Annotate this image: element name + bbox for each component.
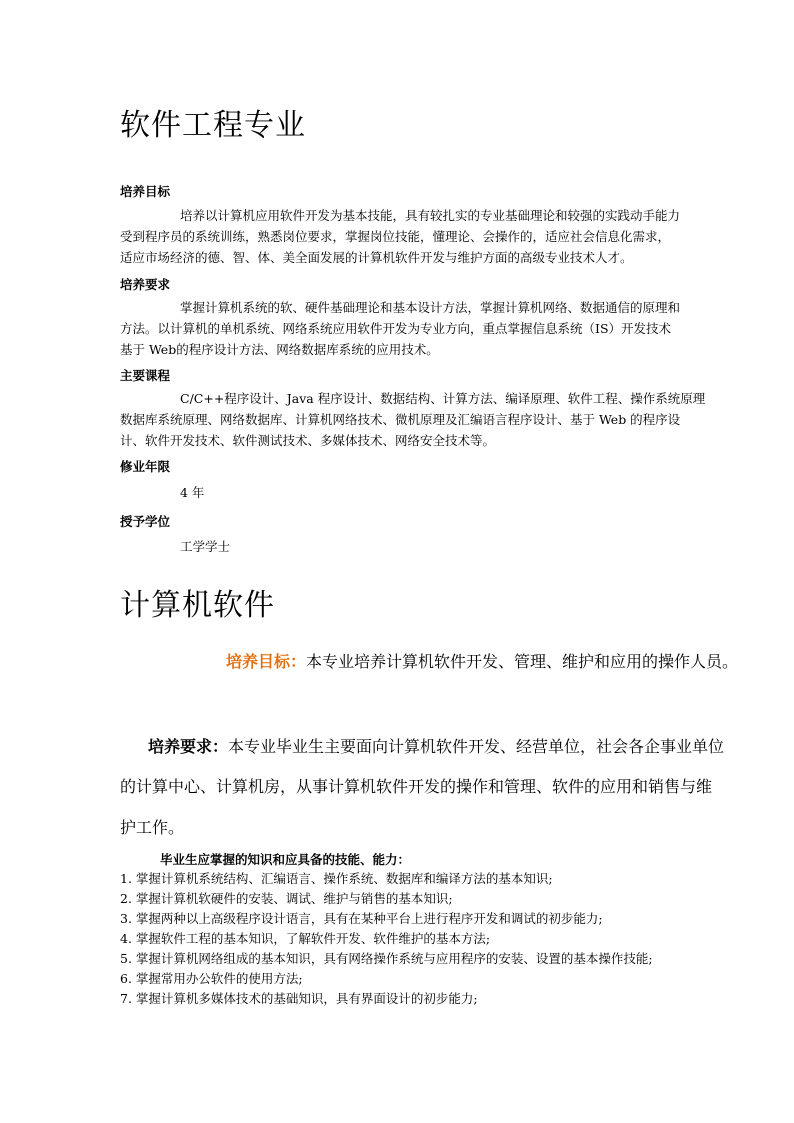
courses-line: C/C++程序设计、Java 程序设计、数据结构、计算方法、编译原理、软件工程、操作系统原理	[180, 391, 706, 406]
section1-duration-value: 4 年	[180, 485, 205, 500]
goal-line: 培养以计算机应用软件开发为基本技能，具有较扎实的专业基础理论和较强的实践动手能力	[180, 208, 681, 223]
section2-req-line3: 护工作。	[120, 818, 185, 837]
section1-courses-label: 主要课程	[120, 368, 171, 383]
section1-req-paragraph	[120, 297, 794, 360]
goal-line: 受到程序员的系统训练，熟悉岗位要求，掌握岗位技能，懂理论、会操作的，适应社会信息化需求，	[120, 229, 671, 244]
section1-title: 软件工程专业	[120, 108, 306, 143]
courses-line: 数据库系统原理、网络数据库、计算机网络技术、微机原理及汇编语言程序设计、基于 Web 的程序设	[120, 412, 681, 427]
req-line: 方法。以计算机的单机系统、网络系统应用软件开发为专业方向，重点掌握信息系统（IS）开发技术	[120, 321, 672, 336]
list-item: 1. 掌握计算机系统结构、汇编语言、操作系统、数据库和编译方法的基本知识;	[120, 871, 553, 886]
list-item: 6. 掌握常用办公软件的使用方法;	[120, 971, 303, 986]
courses-line: 计、软件开发技术、软件测试技术、多媒体技术、网络安全技术等。	[120, 433, 496, 448]
section2-req-text: 本专业毕业生主要面向计算机软件开发、经营单位，社会各企事业单位	[228, 737, 725, 756]
section2-goal-text: 本专业培养计算机软件开发、管理、维护和应用的操作人员。	[306, 652, 739, 671]
section2-goal	[226, 649, 738, 672]
list-item: 5. 掌握计算机网络组成的基本知识，具有网络操作系统与应用程序的安装、设置的基本操作技能;	[120, 951, 653, 966]
section1-courses-paragraph	[120, 388, 794, 451]
section2-req-line1	[148, 734, 724, 757]
section1-goal-label: 培养目标	[120, 184, 171, 199]
section1-degree-value: 工学学士	[180, 539, 231, 554]
section2-title: 计算机软件	[120, 588, 275, 623]
list-item: 4. 掌握软件工程的基本知识，了解软件开发、软件维护的基本方法;	[120, 931, 491, 946]
section2-req-line2: 的计算中心、计算机房，从事计算机软件开发的操作和管理、软件的应用和销售与维	[120, 777, 713, 796]
goal-line: 适应市场经济的德、智、体、美全面发展的计算机软件开发与维护方面的高级专业技术人才。	[120, 250, 633, 265]
section2-goal-label: 培养目标：	[226, 652, 307, 671]
list-item: 7. 掌握计算机多媒体技术的基础知识，具有界面设计的初步能力;	[120, 991, 478, 1006]
section1-duration-label: 修业年限	[120, 459, 171, 474]
list-item: 3. 掌握两种以上高级程序设计语言，具有在某种平台上进行程序开发和调试的初步能力;	[120, 911, 603, 926]
section1-goal-paragraph	[120, 205, 794, 268]
section2-skills-heading: 毕业生应掌握的知识和应具备的技能、能力：	[160, 852, 411, 867]
section1-degree-label: 授予学位	[120, 514, 171, 529]
section1-req-label: 培养要求	[120, 277, 171, 292]
req-line: 基于 Web的程序设计方法、网络数据库系统的应用技术。	[120, 342, 439, 357]
list-item: 2. 掌握计算机软硬件的安装、调试、维护与销售的基本知识;	[120, 891, 453, 906]
req-line: 掌握计算机系统的软、硬件基础理论和基本设计方法，掌握计算机网络、数据通信的原理和	[180, 300, 681, 315]
section2-req-label: 培养要求：	[148, 737, 229, 756]
section2-skills-list	[120, 869, 653, 1009]
